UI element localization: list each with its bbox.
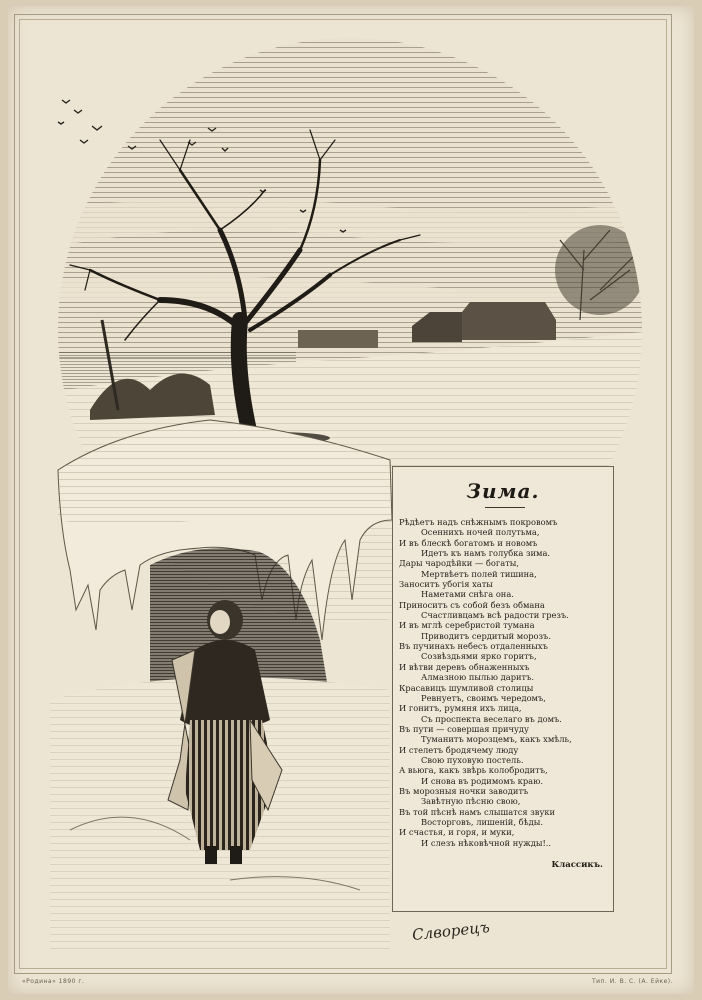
poem-line: А вьюга, какъ звѣрь колобродитъ,: [399, 765, 548, 776]
poem-line: И слезъ нѣковѣчной нужды!..: [421, 837, 552, 848]
poem-line: Заноситъ убогія хаты: [399, 579, 493, 590]
poem-author: Классикъ.: [551, 860, 603, 870]
poem-line: Наметами снѣга она.: [421, 589, 514, 600]
poem-line: Созвѣздьями ярко горитъ,: [421, 651, 537, 662]
poem-title: Зима.: [466, 479, 540, 503]
poem-verses: [399, 517, 611, 848]
poem-line: Съ проспекта веселаго въ домъ.: [421, 713, 562, 724]
poem-line: Дары чародѣйки — богаты,: [399, 558, 520, 569]
poem-line: Рѣдѣетъ надъ снѣжнымъ покровомъ: [399, 517, 558, 527]
poem-line: И въ блескѣ богатомъ и новомъ: [399, 537, 538, 548]
poem-line: И вѣтви деревъ обнаженныхъ: [399, 661, 530, 672]
poem-line: Ревнуетъ, своимъ чередомъ,: [421, 692, 546, 703]
footer-printer: Тип. И. В. С. (А. Ейке).: [592, 978, 674, 985]
poem-line: Восторговъ, лишеній, бѣды.: [421, 816, 543, 827]
poem-line: Приноситъ съ собой безъ обмана: [399, 599, 545, 610]
poem-line: Идетъ къ намъ голубка зима.: [421, 548, 551, 559]
poem-line: И стелетъ бродячему люду: [399, 744, 519, 755]
poem-line: Завѣтную пѣсню свою,: [421, 796, 521, 807]
poem-line: Приводитъ сердитый морозъ.: [421, 630, 551, 641]
poem-line: Алмазною пылью даритъ.: [421, 672, 535, 683]
poem-line: Въ той пѣснѣ намъ слышатся звуки: [399, 806, 556, 817]
poem-line: Счастливцамъ всѣ радости грезъ.: [421, 610, 569, 621]
poem-line: Мертвѣетъ полей тишина,: [421, 568, 537, 579]
poem-line: И гонитъ, румяня ихъ лица,: [399, 703, 522, 714]
title-divider: [485, 507, 525, 508]
poem-line: Въ морозныя ночки заводитъ: [399, 785, 529, 796]
poem-line: Красавицъ шумливой столицы: [399, 682, 534, 693]
poem-line: Свою пуховую постель.: [421, 754, 524, 765]
poem-line: Въ пучинахъ небесъ отдаленныхъ: [399, 641, 548, 652]
poem-line: Осеннихъ ночей полутьма,: [421, 527, 540, 538]
poem-line: И снова въ родимомъ краю.: [421, 775, 543, 786]
poem-line: И въ мглѣ серебристой тумана: [399, 620, 535, 631]
poem-line: И счастья, и горя, и муки,: [399, 827, 515, 838]
artist-signature: Слворецъ: [411, 917, 491, 945]
footer-publication: «Родина» 1890 г.: [22, 978, 85, 985]
poem-line: Туманитъ морозцемъ, какъ хмѣль,: [421, 734, 572, 745]
poem-panel: [392, 466, 614, 912]
poem-line: Въ пути — совершая причуду: [399, 723, 529, 734]
